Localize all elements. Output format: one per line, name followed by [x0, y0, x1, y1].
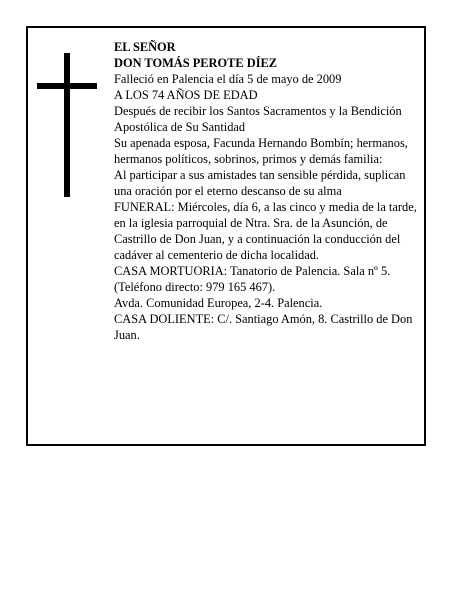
sacraments-paragraph: Después de recibir los Santos Sacramentos y la Bendición Apostólica de Su Santidad — [114, 104, 402, 134]
prayer-request-paragraph: Al participar a sus amistades tan sensible pérdida, suplican una oración por el eterno descanso de su alma — [114, 168, 406, 198]
obituary-text — [114, 39, 420, 343]
cross-horizontal-bar — [37, 83, 97, 89]
family-home-paragraph: CASA DOLIENTE: C/. Santiago Amón, 8. Castrillo de Don Juan. — [114, 312, 413, 342]
death-date-line: Falleció en Palencia el día 5 de mayo de 2009 — [114, 72, 342, 86]
funeral-home-address: Avda. Comunidad Europea, 2-4. Palencia. — [114, 296, 323, 310]
funeral-home-paragraph: CASA MORTUORIA: Tanatorio de Palencia. Sala nº 5. (Teléfono directo: 979 165 467). — [114, 264, 391, 294]
age-line: A LOS 74 AÑOS DE EDAD — [114, 88, 258, 102]
obituary-heading-title: EL SEÑOR — [114, 40, 176, 54]
funeral-paragraph: FUNERAL: Miércoles, día 6, a las cinco y media de la tarde, en la iglesia parroquial de Ntra. Sra. de la Asunción, de Castrillo de Don Juan, y a continuación la conducción del cadáver al cementerio de dicha localidad. — [114, 200, 417, 262]
family-paragraph: Su apenada esposa, Facunda Hernando Bombín; hermanos, hermanos políticos, sobrinos, primos y demás familia: — [114, 136, 408, 166]
latin-cross-icon — [37, 53, 97, 197]
deceased-name: DON TOMÁS PEROTE DÍEZ — [114, 56, 278, 70]
cross-vertical-bar — [64, 53, 70, 197]
